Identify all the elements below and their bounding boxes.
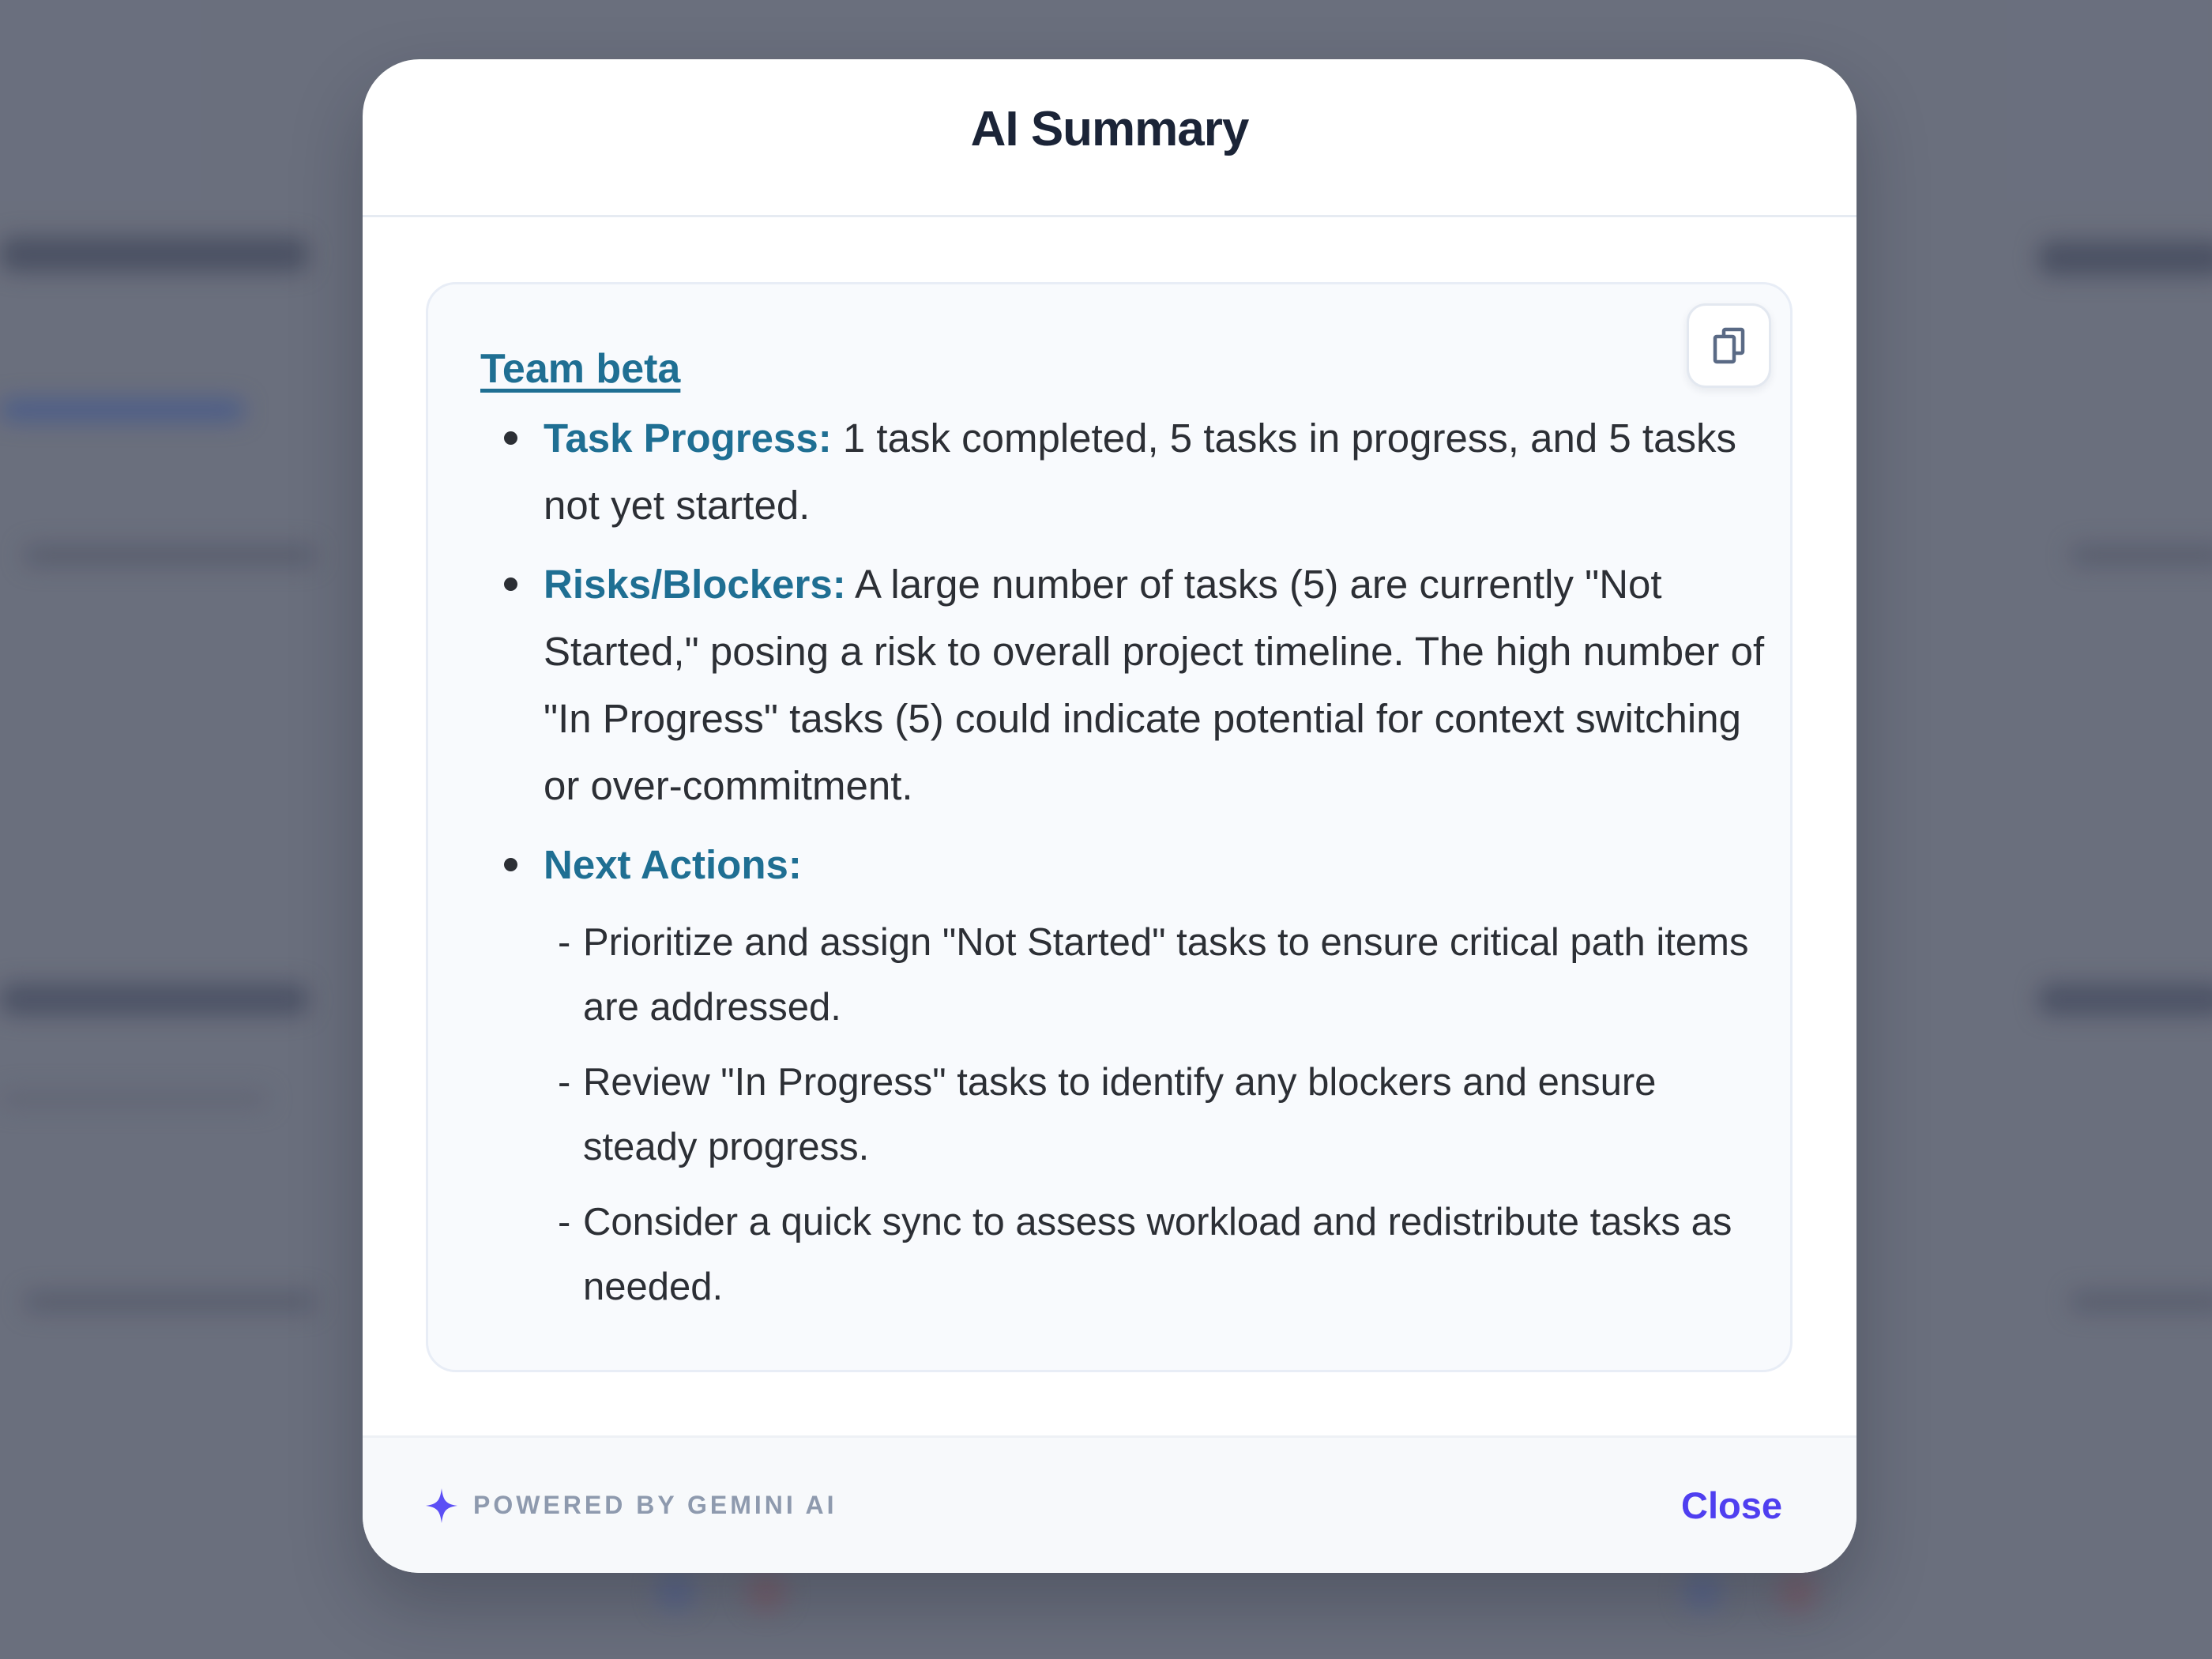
modal-title: AI Summary: [970, 102, 1249, 156]
next-action-item: [480, 910, 1776, 1040]
ai-summary-modal: [363, 59, 1856, 1573]
summary-card: [426, 282, 1793, 1372]
team-name-link[interactable]: Team beta: [480, 346, 681, 392]
powered-by: [424, 1487, 837, 1525]
next-action-text: Prioritize and assign "Not Started" tasks to ensure critical path items are addressed.: [583, 921, 1749, 1029]
bullet-label: Task Progress:: [544, 416, 832, 461]
next-actions-list: [480, 910, 1776, 1319]
bullet-label: Next Actions:: [544, 842, 802, 887]
bullet-label: Risks/Blockers:: [544, 562, 846, 607]
bullet-text: 1 task completed, 5 tasks in progress, and 5 tasks not yet started.: [544, 416, 1736, 528]
summary-content: [480, 340, 1776, 1330]
close-button[interactable]: Close: [1681, 1484, 1782, 1526]
sparkle-icon: [424, 1487, 459, 1525]
modal-footer: [363, 1435, 1856, 1573]
modal-header: [363, 59, 1856, 217]
next-action-item: [480, 1190, 1776, 1319]
bullet-dot: [504, 577, 517, 591]
next-action-text: Consider a quick sync to assess workload and redistribute tasks as needed.: [583, 1201, 1732, 1308]
bullet-risks-blockers: [480, 551, 1776, 819]
bullet-dot: [504, 858, 517, 871]
next-action-text: Review "In Progress" tasks to identify any blockers and ensure steady progress.: [583, 1061, 1657, 1168]
summary-bullets: [480, 404, 1776, 898]
bullet-text: A large number of tasks (5) are currently "Not Started," posing a risk to overall project timeline. The high number of "In Progress" tasks (5) could indicate potential for context switching or over-commitment.: [544, 562, 1765, 808]
bullet-task-progress: [480, 404, 1776, 539]
bullet-next-actions: [480, 831, 1776, 898]
dash-marker: -: [558, 1061, 571, 1104]
dash-marker: -: [558, 921, 571, 964]
modal-body: [363, 217, 1856, 1438]
powered-by-text: POWERED BY GEMINI AI: [473, 1491, 837, 1519]
bullet-dot: [504, 431, 517, 445]
next-action-item: [480, 1050, 1776, 1179]
dash-marker: -: [558, 1201, 571, 1243]
